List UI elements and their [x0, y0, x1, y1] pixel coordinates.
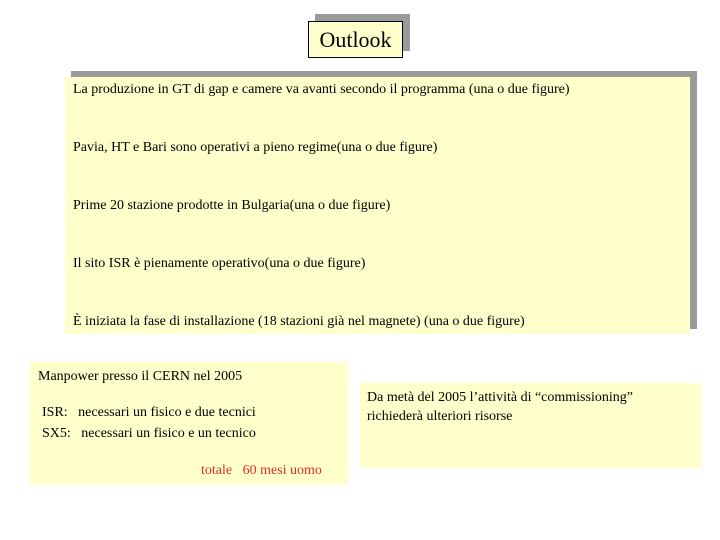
- manpower-isr: ISR: necessari un fisico e due tecnici: [42, 405, 256, 420]
- commissioning-note: Da metà del 2005 l’attività di “commissioning” richiederà ulteriori risorse: [367, 390, 633, 424]
- manpower-total: totale 60 mesi uomo: [201, 463, 322, 478]
- manpower-box: [30, 362, 348, 485]
- main-point-2: Pavia, HT e Bari sono operativi a pieno regime(una o due figure): [73, 140, 438, 155]
- manpower-heading: Manpower presso il CERN nel 2005: [38, 369, 243, 384]
- manpower-sx5: SX5: necessari un fisico e un tecnico: [42, 426, 256, 441]
- commissioning-box: [360, 383, 701, 468]
- main-point-1: La produzione in GT di gap e camere va avanti secondo il programma (una o due figure): [73, 82, 570, 97]
- main-point-3: Prime 20 stazione prodotte in Bulgaria(una o due figure): [73, 198, 391, 213]
- slide-title-text: Outlook: [319, 26, 392, 52]
- main-points-box: [65, 77, 690, 334]
- main-point-5: È iniziata la fase di installazione (18 stazioni già nel magnete) (una o due figure): [73, 314, 525, 329]
- main-point-4: Il sito ISR è pienamente operativo(una o due figure): [73, 256, 366, 271]
- slide-title: [308, 21, 403, 58]
